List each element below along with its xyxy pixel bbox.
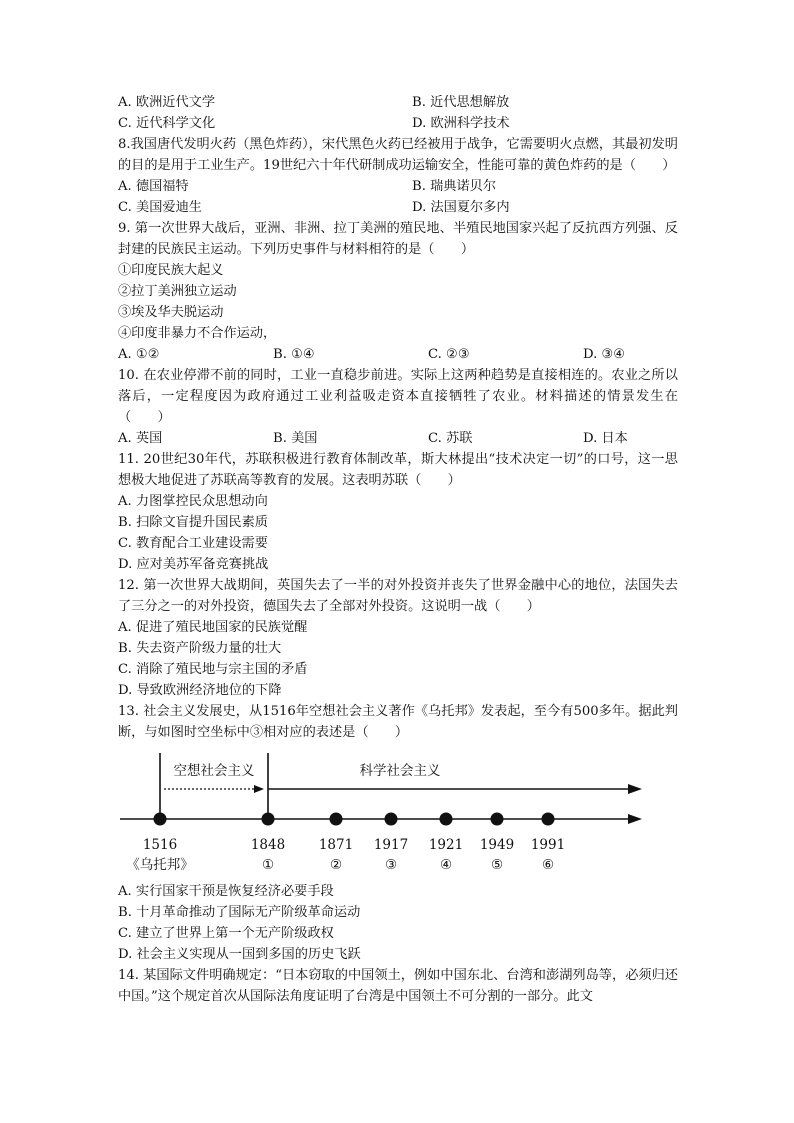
q9-item-4: ④印度非暴力不合作运动， <box>118 326 277 341</box>
q10-option-d[interactable]: D. 日本 <box>583 431 628 446</box>
timeline-tag-1949: ⑤ <box>490 857 504 873</box>
q12-stem: 12. 第一次世界大战期间，英国失去了一半的对外投资并丧失了世界金融中心的地位，法国失去了三分之一的对外投资，德国失去了全部对外投资。这说明一战（ ） <box>118 578 678 614</box>
timeline-year-1871: 1871 <box>318 837 354 853</box>
q9-option-a[interactable]: A. ①② <box>118 347 160 362</box>
q8-options-row-1 <box>118 176 678 197</box>
q10-option-a[interactable]: A. 英国 <box>118 431 163 446</box>
q9-option-b[interactable]: B. ①④ <box>273 347 315 362</box>
q10-stem: 10. 在农业停滞不前的同时，工业一直稳步前进。实际上这两种趋势是直接相连的。农业之所以落后，一定程度因为政府通过工业利益吸走资本直接牺牲了农业。材料描述的情景发生在（ ） <box>118 368 678 425</box>
q11-option-b[interactable]: B. 扫除文盲提升国民素质 <box>118 515 268 530</box>
timeline-dot-1871 <box>330 813 343 826</box>
q13-option-d[interactable]: D. 社会主义实现从一国到多国的历史飞跃 <box>118 947 361 962</box>
q12-option-b[interactable]: B. 失去资产阶级力量的壮大 <box>118 641 282 656</box>
q14-stem: 14. 某国际文件明确规定：“日本窃取的中国领土，例如中国东北、台湾和澎湖列岛等，必须归还中国。”这个规定首次从国际法角度证明了台湾是中国领土不可分割的一部分。此文 <box>118 968 678 1004</box>
q7-option-c[interactable]: C. 近代科学文化 <box>118 116 216 131</box>
q12-option-d[interactable]: D. 导致欧洲经济地位的下降 <box>118 683 282 698</box>
timeline-points <box>126 813 565 874</box>
timeline-dot-1949 <box>491 813 504 826</box>
timeline-tag-1848: ① <box>261 857 275 873</box>
q9-item-1: ①印度民族大起义 <box>118 263 224 278</box>
q9-option-d[interactable]: D. ③④ <box>583 347 626 362</box>
timeline-dot-1921 <box>440 813 453 826</box>
timeline-dot-1848 <box>262 813 275 826</box>
q11-option-a[interactable]: A. 力图掌控民众思想动向 <box>118 494 268 509</box>
timeline-year-1516: 1516 <box>142 837 178 853</box>
q9-option-c[interactable]: C. ②③ <box>428 347 470 362</box>
main-axis-arrowhead <box>628 814 642 824</box>
timeline-tag-1991: ⑥ <box>541 857 555 873</box>
timeline-year-1917: 1917 <box>373 837 409 853</box>
q8-option-d[interactable]: D. 法国夏尔多内 <box>412 200 510 215</box>
q9-item-3: ③埃及华夫脱运动 <box>118 305 224 320</box>
q9-item-2: ②拉丁美洲独立运动 <box>118 284 237 299</box>
timeline-year-1991: 1991 <box>530 837 566 853</box>
q8-stem: 8.我国唐代发明火药（黑色炸药），宋代黑色火药已经被用于战争，它需要明火点燃，其最初发明的目的是用于工业生产。19世纪六十年代研制成功运输安全，性能可靠的黄色炸药的是（ ） <box>118 137 678 173</box>
q9-options-row <box>118 344 678 365</box>
q8-option-a[interactable]: A. 德国福特 <box>118 179 189 194</box>
q13-timeline-diagram <box>118 745 678 881</box>
timeline-dot-1516 <box>154 813 167 826</box>
q7-options-row-1 <box>118 92 678 113</box>
q7-option-b[interactable]: B. 近代思想解放 <box>412 95 510 110</box>
q13-option-b[interactable]: B. 十月革命推动了国际无产阶级革命运动 <box>118 905 361 920</box>
utopian-arrowhead <box>254 785 264 793</box>
q11-option-d[interactable]: D. 应对美苏军备竞赛挑战 <box>118 557 269 572</box>
q10-option-b[interactable]: B. 美国 <box>273 431 318 446</box>
timeline-year-1949: 1949 <box>479 837 515 853</box>
label-scientific-socialism: 科学社会主义 <box>359 763 441 779</box>
q13-option-a[interactable]: A. 实行国家干预是恢复经济必要手段 <box>118 884 334 899</box>
q13-option-c[interactable]: C. 建立了世界上第一个无产阶级政权 <box>118 926 334 941</box>
timeline-tag-1921: ④ <box>439 857 453 873</box>
scientific-arrowhead <box>628 784 642 794</box>
q12-option-c[interactable]: C. 消除了殖民地与宗主国的矛盾 <box>118 662 308 677</box>
exam-page <box>118 92 678 1007</box>
q9-stem: 9. 第一次世界大战后，亚洲、非洲、拉丁美洲的殖民地、半殖民地国家兴起了反抗西方列强、反封建的民族民主运动。下列历史事件与材料相符的是（ ） <box>118 221 678 257</box>
q13-stem: 13. 社会主义发展史，从1516年空想社会主义著作《乌托邦》发表起，至今有500多年。据此判断，与如图时空坐标中③相对应的表述是（ ） <box>118 704 678 740</box>
q8-option-b[interactable]: B. 瑞典诺贝尔 <box>412 179 497 194</box>
q10-option-c[interactable]: C. 苏联 <box>428 431 473 446</box>
timeline-tag-1516: 《乌托邦》 <box>126 857 194 873</box>
q11-stem: 11. 20世纪30年代，苏联积极进行教育体制改革，斯大林提出“技术决定一切”的口号，这一思想极大地促进了苏联高等教育的发展。这表明苏联（ ） <box>118 452 678 488</box>
timeline-dot-1991 <box>542 813 555 826</box>
q8-options-row-2 <box>118 197 678 218</box>
timeline-tag-1917: ③ <box>384 857 398 873</box>
q8-option-c[interactable]: C. 美国爱迪生 <box>118 200 202 215</box>
label-utopian-socialism: 空想社会主义 <box>173 763 255 779</box>
timeline-tag-1871: ② <box>329 857 343 873</box>
q7-options-row-2 <box>118 113 678 134</box>
timeline-svg <box>118 745 678 881</box>
q12-option-a[interactable]: A. 促进了殖民地国家的民族觉醒 <box>118 620 308 635</box>
q11-option-c[interactable]: C. 教育配合工业建设需要 <box>118 536 268 551</box>
q7-option-a[interactable]: A. 欧洲近代文学 <box>118 95 216 110</box>
timeline-year-1848: 1848 <box>250 837 286 853</box>
timeline-dot-1917 <box>385 813 398 826</box>
timeline-year-1921: 1921 <box>428 837 464 853</box>
q10-options-row <box>118 428 678 449</box>
q7-option-d[interactable]: D. 欧洲科学技术 <box>412 116 510 131</box>
